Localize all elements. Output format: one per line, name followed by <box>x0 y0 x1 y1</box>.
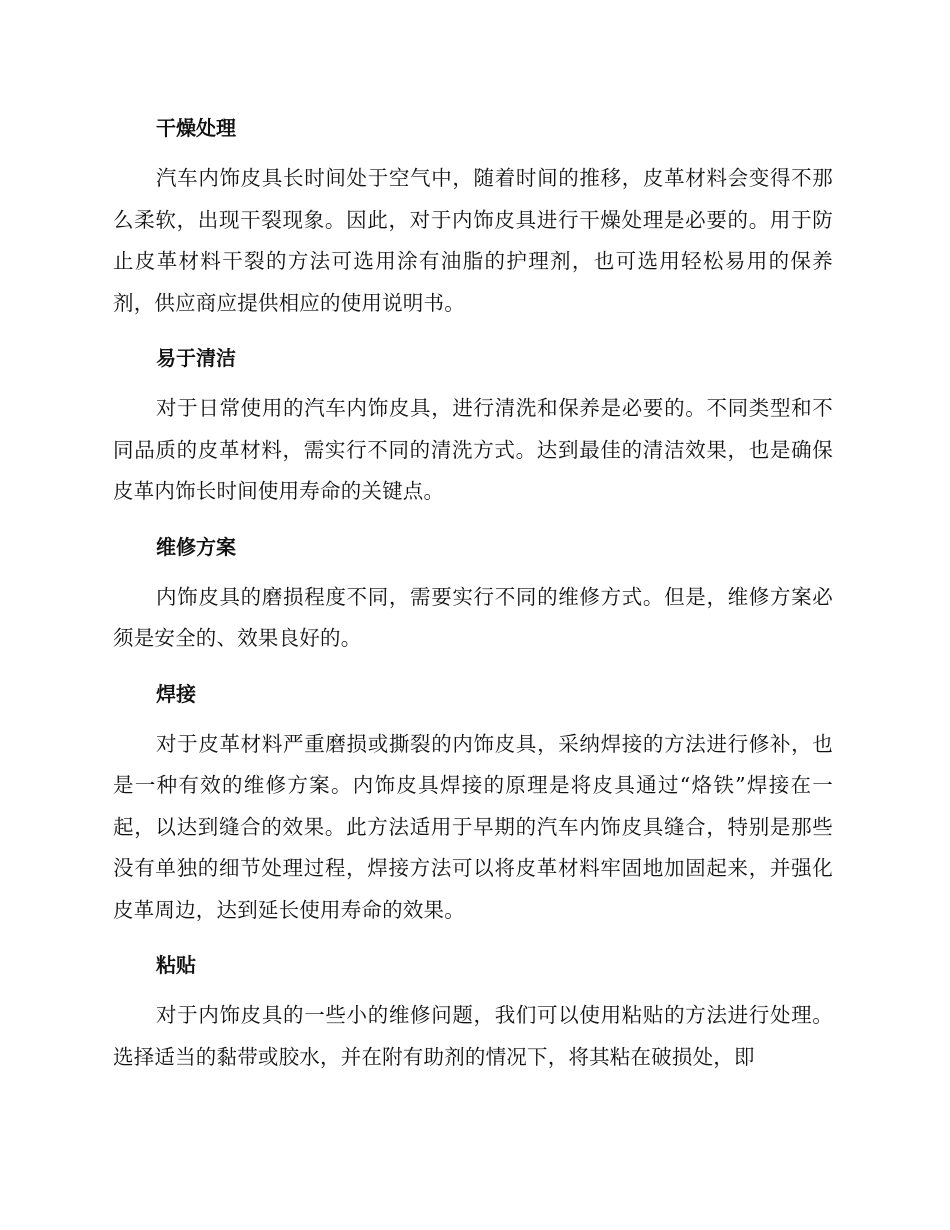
section-heading-repair-plan: 维修方案 <box>156 534 236 559</box>
section-body-cleaning: 对于日常使用的汽车内饰皮具，进行清洗和保养是必要的。不同类型和不同品质的皮革材料，需实行不同的清洗方式。达到最佳的清洁效果，也是确保皮革内饰长时间使用寿命的关键点。 <box>113 396 833 503</box>
section-heading-drying: 干燥处理 <box>156 116 236 140</box>
section-body-gluing: 对于内饰皮具的一些小的维修问题，我们可以使用粘贴的方法进行处理。选择适当的黏带或胶水，并在附有助剂的情况下，将其粘在破损处，即 <box>113 1003 833 1069</box>
section-heading-welding: 焊接 <box>156 681 196 706</box>
section-heading-gluing: 粘贴 <box>156 953 196 977</box>
document-body <box>113 108 833 1092</box>
section-body-welding: 对于皮革材料严重磨损或撕裂的内饰皮具，采纳焊接的方法进行修补，也是一种有效的维修方案。内饰皮具焊接的原理是将皮具通过“烙铁”焊接在一起，以达到缝合的效果。此方法适用于早期的汽车内饰皮具缝合，特别是那些没有单独的细节处理过程，焊接方法可以将皮革材料牢固地加固起来，并强化皮革周边，达到延长使用寿命的效果。 <box>113 731 833 922</box>
section-body-repair-plan: 内饰皮具的磨损程度不同，需要实行不同的维修方式。但是，维修方案必须是安全的、效果良好的。 <box>113 584 833 650</box>
section-body-drying: 汽车内饰皮具长时间处于空气中，随着时间的推移，皮革材料会变得不那么柔软，出现干裂现象。因此，对于内饰皮具进行干燥处理是必要的。用于防止皮革材料干裂的方法可选用涂有油脂的护理剂，也可选用轻松易用的保养剂，供应商应提供相应的使用说明书。 <box>113 166 833 315</box>
section-heading-cleaning: 易于清洁 <box>156 346 236 370</box>
